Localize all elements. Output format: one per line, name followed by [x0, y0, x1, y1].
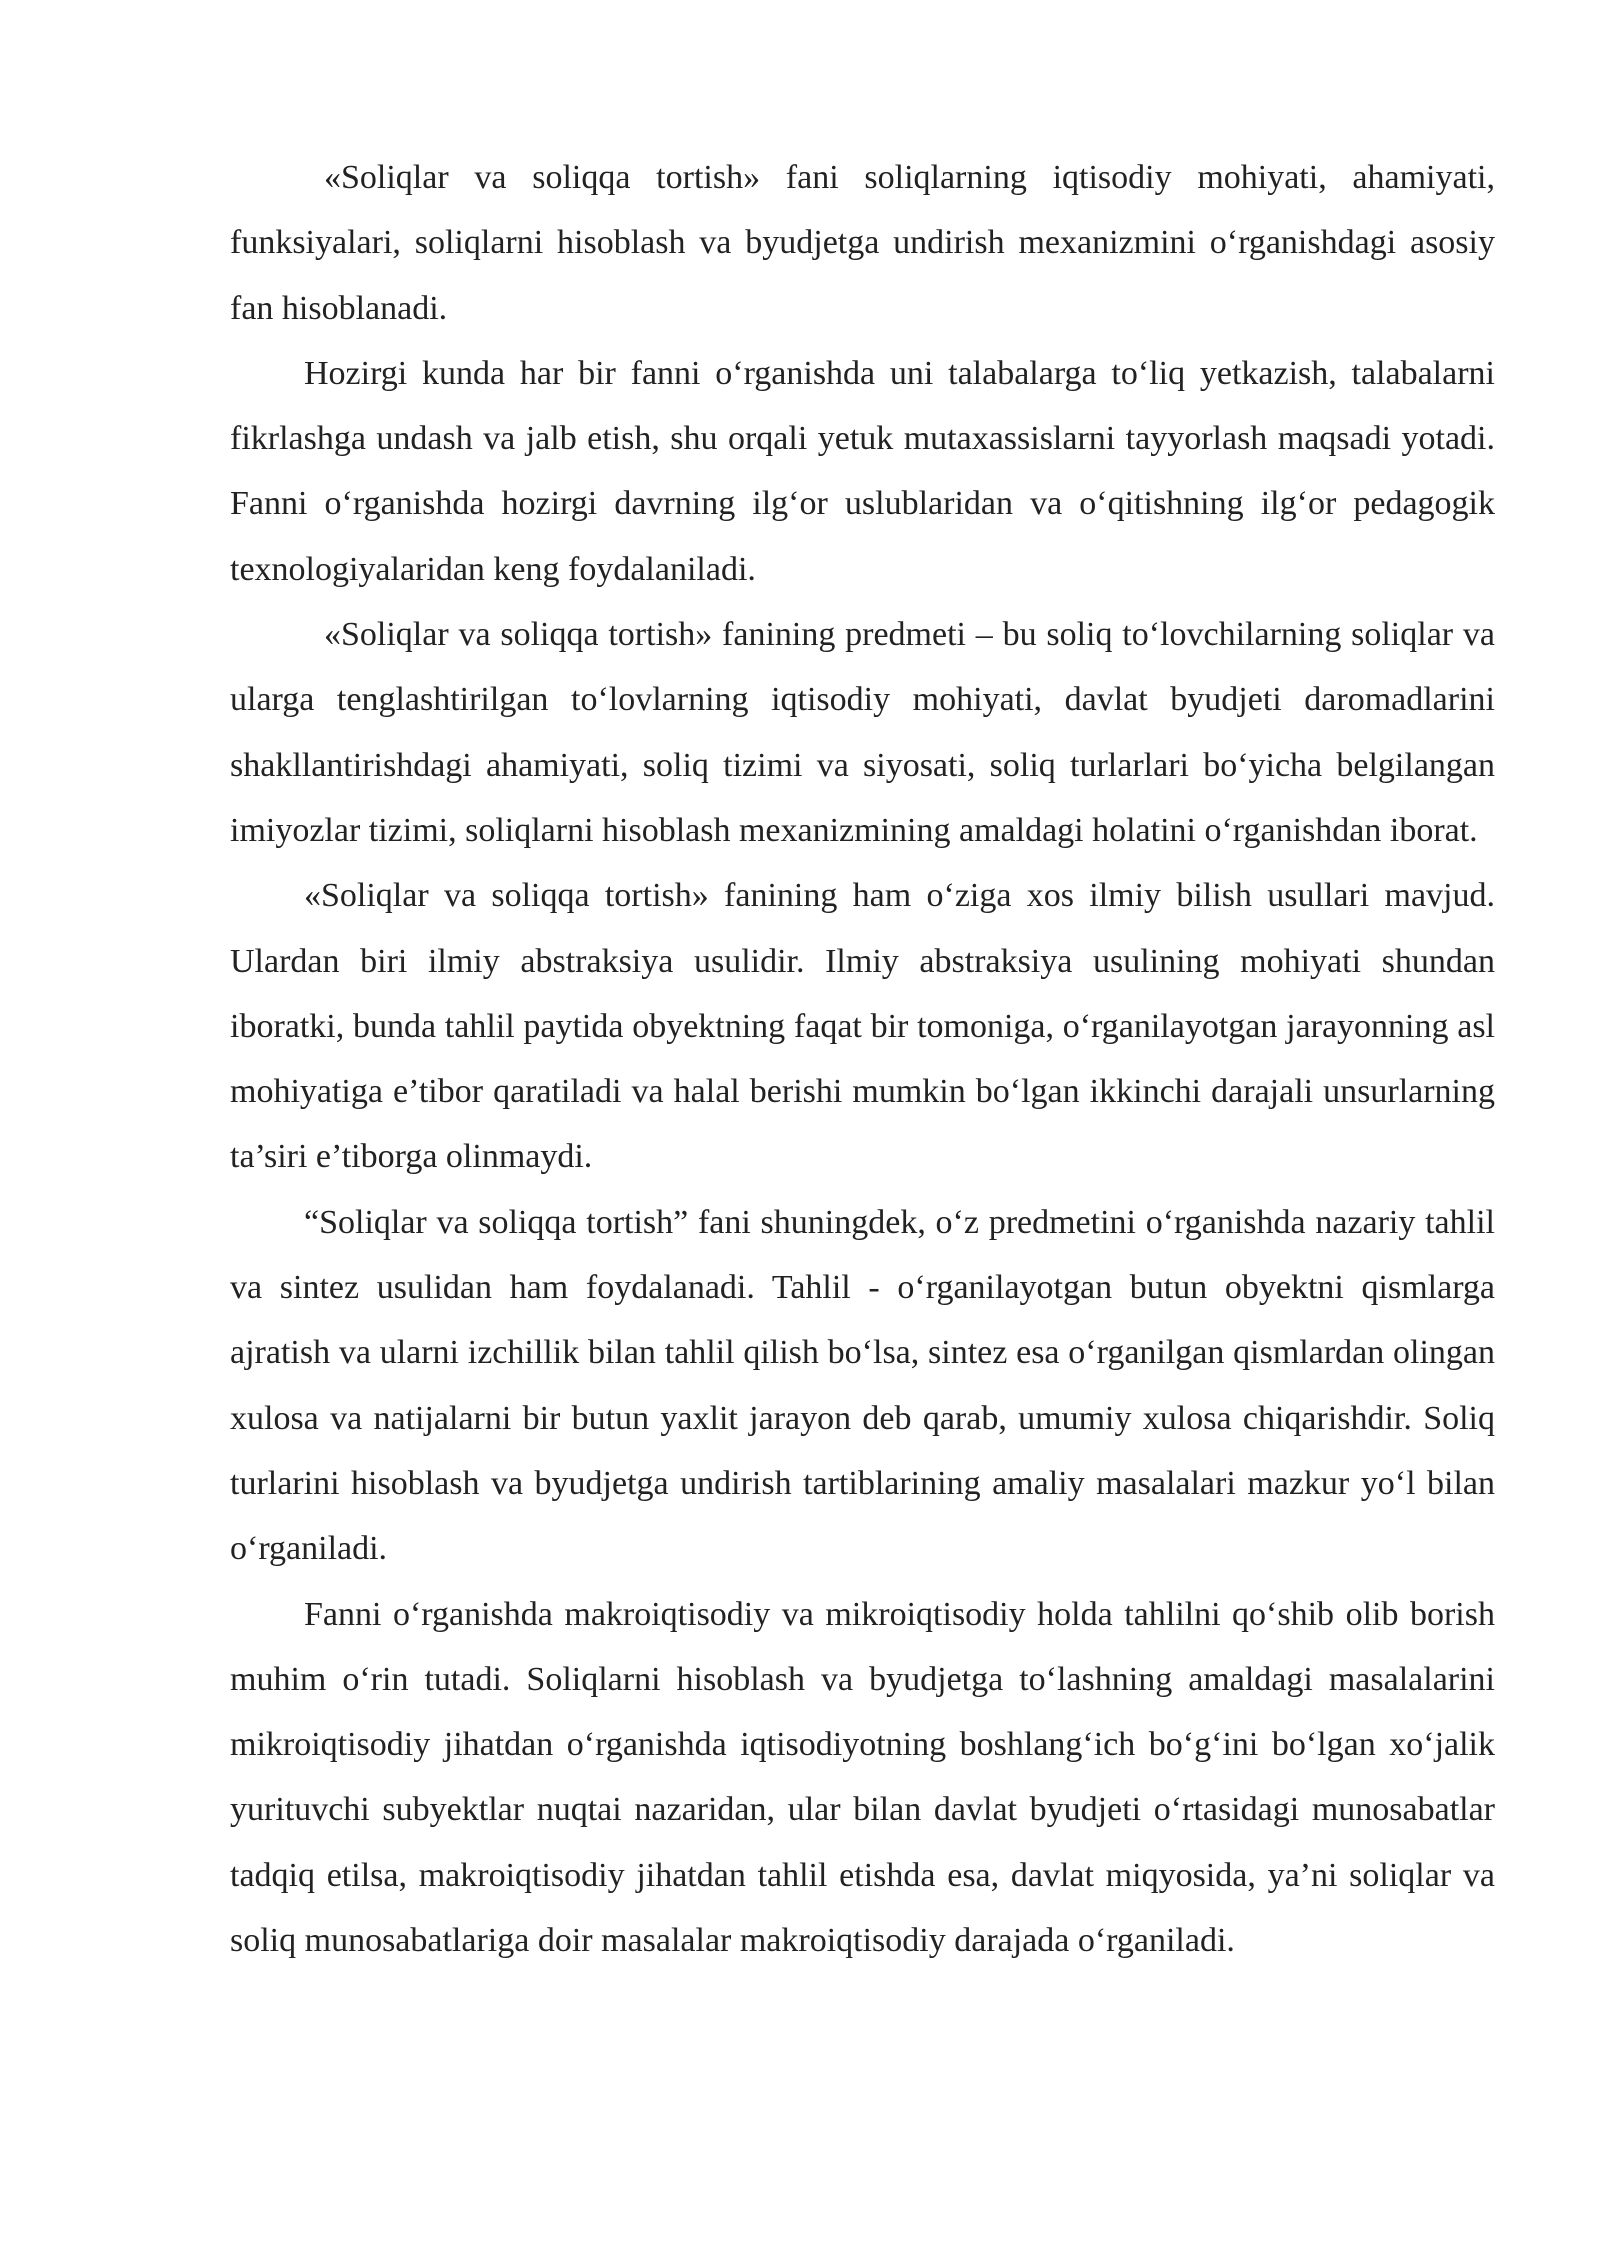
paragraph-4: «Soliqlar va soliqqa tortish» fanining ham o‘ziga xos ilmiy bilish usullari mavjud. Ulardan biri ilmiy abstraksiya usulidir. Ilmiy abstraksiya usulining mohiyati shundan iboratki, bunda tahlil paytida obyektning faqat bir tomoniga, o‘rganilayotgan jarayonning asl mohiyatiga e’tibor qaratiladi va halal berishi mumkin bo‘lgan ikkinchi darajali unsurlarning ta’siri e’tiborga olinmaydi.: [230, 877, 1495, 1176]
paragraph-2: Hozirgi kunda har bir fanni o‘rganishda uni talabalarga to‘liq yetkazish, talabalarni fikrlashga undash va jalb etish, shu orqali yetuk mutaxassislarni tayyorlash maqsadi yotadi. Fanni o‘rganishda hozirgi davrning ilg‘or uslublaridan va o‘qitishning ilg‘or pedagogik texnologiyalaridan keng foydalaniladi.: [230, 354, 1495, 588]
paragraph-1: «Soliqlar va soliqqa tortish» fani soliqlarning iqtisodiy mohiyati, ahamiyati, funksiyalari, soliqlarni hisoblash va byudjetga undirish mexanizmini o‘rganishdagi asosiy fan hisoblanadi.: [230, 159, 1495, 327]
document-body: [230, 145, 1495, 1973]
paragraph-5: “Soliqlar va soliqqa tortish” fani shuningdek, o‘z predmetini o‘rganishda nazariy tahlil va sintez usulidan ham foydalanadi. Tahlil - o‘rganilayotgan butun obyektni qismlarga ajratish va ularni izchillik bilan tahlil qilish bo‘lsa, sintez esa o‘rganilgan qismlardan olingan xulosa va natijalarni bir butun yaxlit jarayon deb qarab, umumiy xulosa chiqarishdir. Soliq turlarini hisoblash va byudjetga undirish tartiblarining amaliy masalalari mazkur yo‘l bilan o‘rganiladi.: [230, 1203, 1495, 1568]
paragraph-6: Fanni o‘rganishda makroiqtisodiy va mikroiqtisodiy holda tahlilni qo‘shib olib borish muhim o‘rin tutadi. Soliqlarni hisoblash va byudjetga to‘lashning amaldagi masalalarini mikroiqtisodiy jihatdan o‘rganishda iqtisodiyotning boshlang‘ich bo‘g‘ini bo‘lgan xo‘jalik yurituvchi subyektlar nuqtai nazaridan, ular bilan davlat byudjeti o‘rtasidagi munosabatlar tadqiq etilsa, makroiqtisodiy jihatdan tahlil etishda esa, davlat miqyosida, ya’ni soliqlar va soliq munosabatlariga doir masalalar makroiqtisodiy darajada o‘rganiladi.: [230, 1595, 1495, 1960]
paragraph-3: «Soliqlar va soliqqa tortish» fanining predmeti – bu soliq to‘lovchilarning soliqlar va ularga tenglashtirilgan to‘lovlarning iqtisodiy mohiyati, davlat byudjeti daromadlarini shakllantirishdagi ahamiyati, soliq tizimi va siyosati, soliq turlarlari bo‘yicha belgilangan imiyozlar tizimi, soliqlarni hisoblash mexanizmining amaldagi holatini o‘rganishdan iborat.: [230, 616, 1495, 849]
